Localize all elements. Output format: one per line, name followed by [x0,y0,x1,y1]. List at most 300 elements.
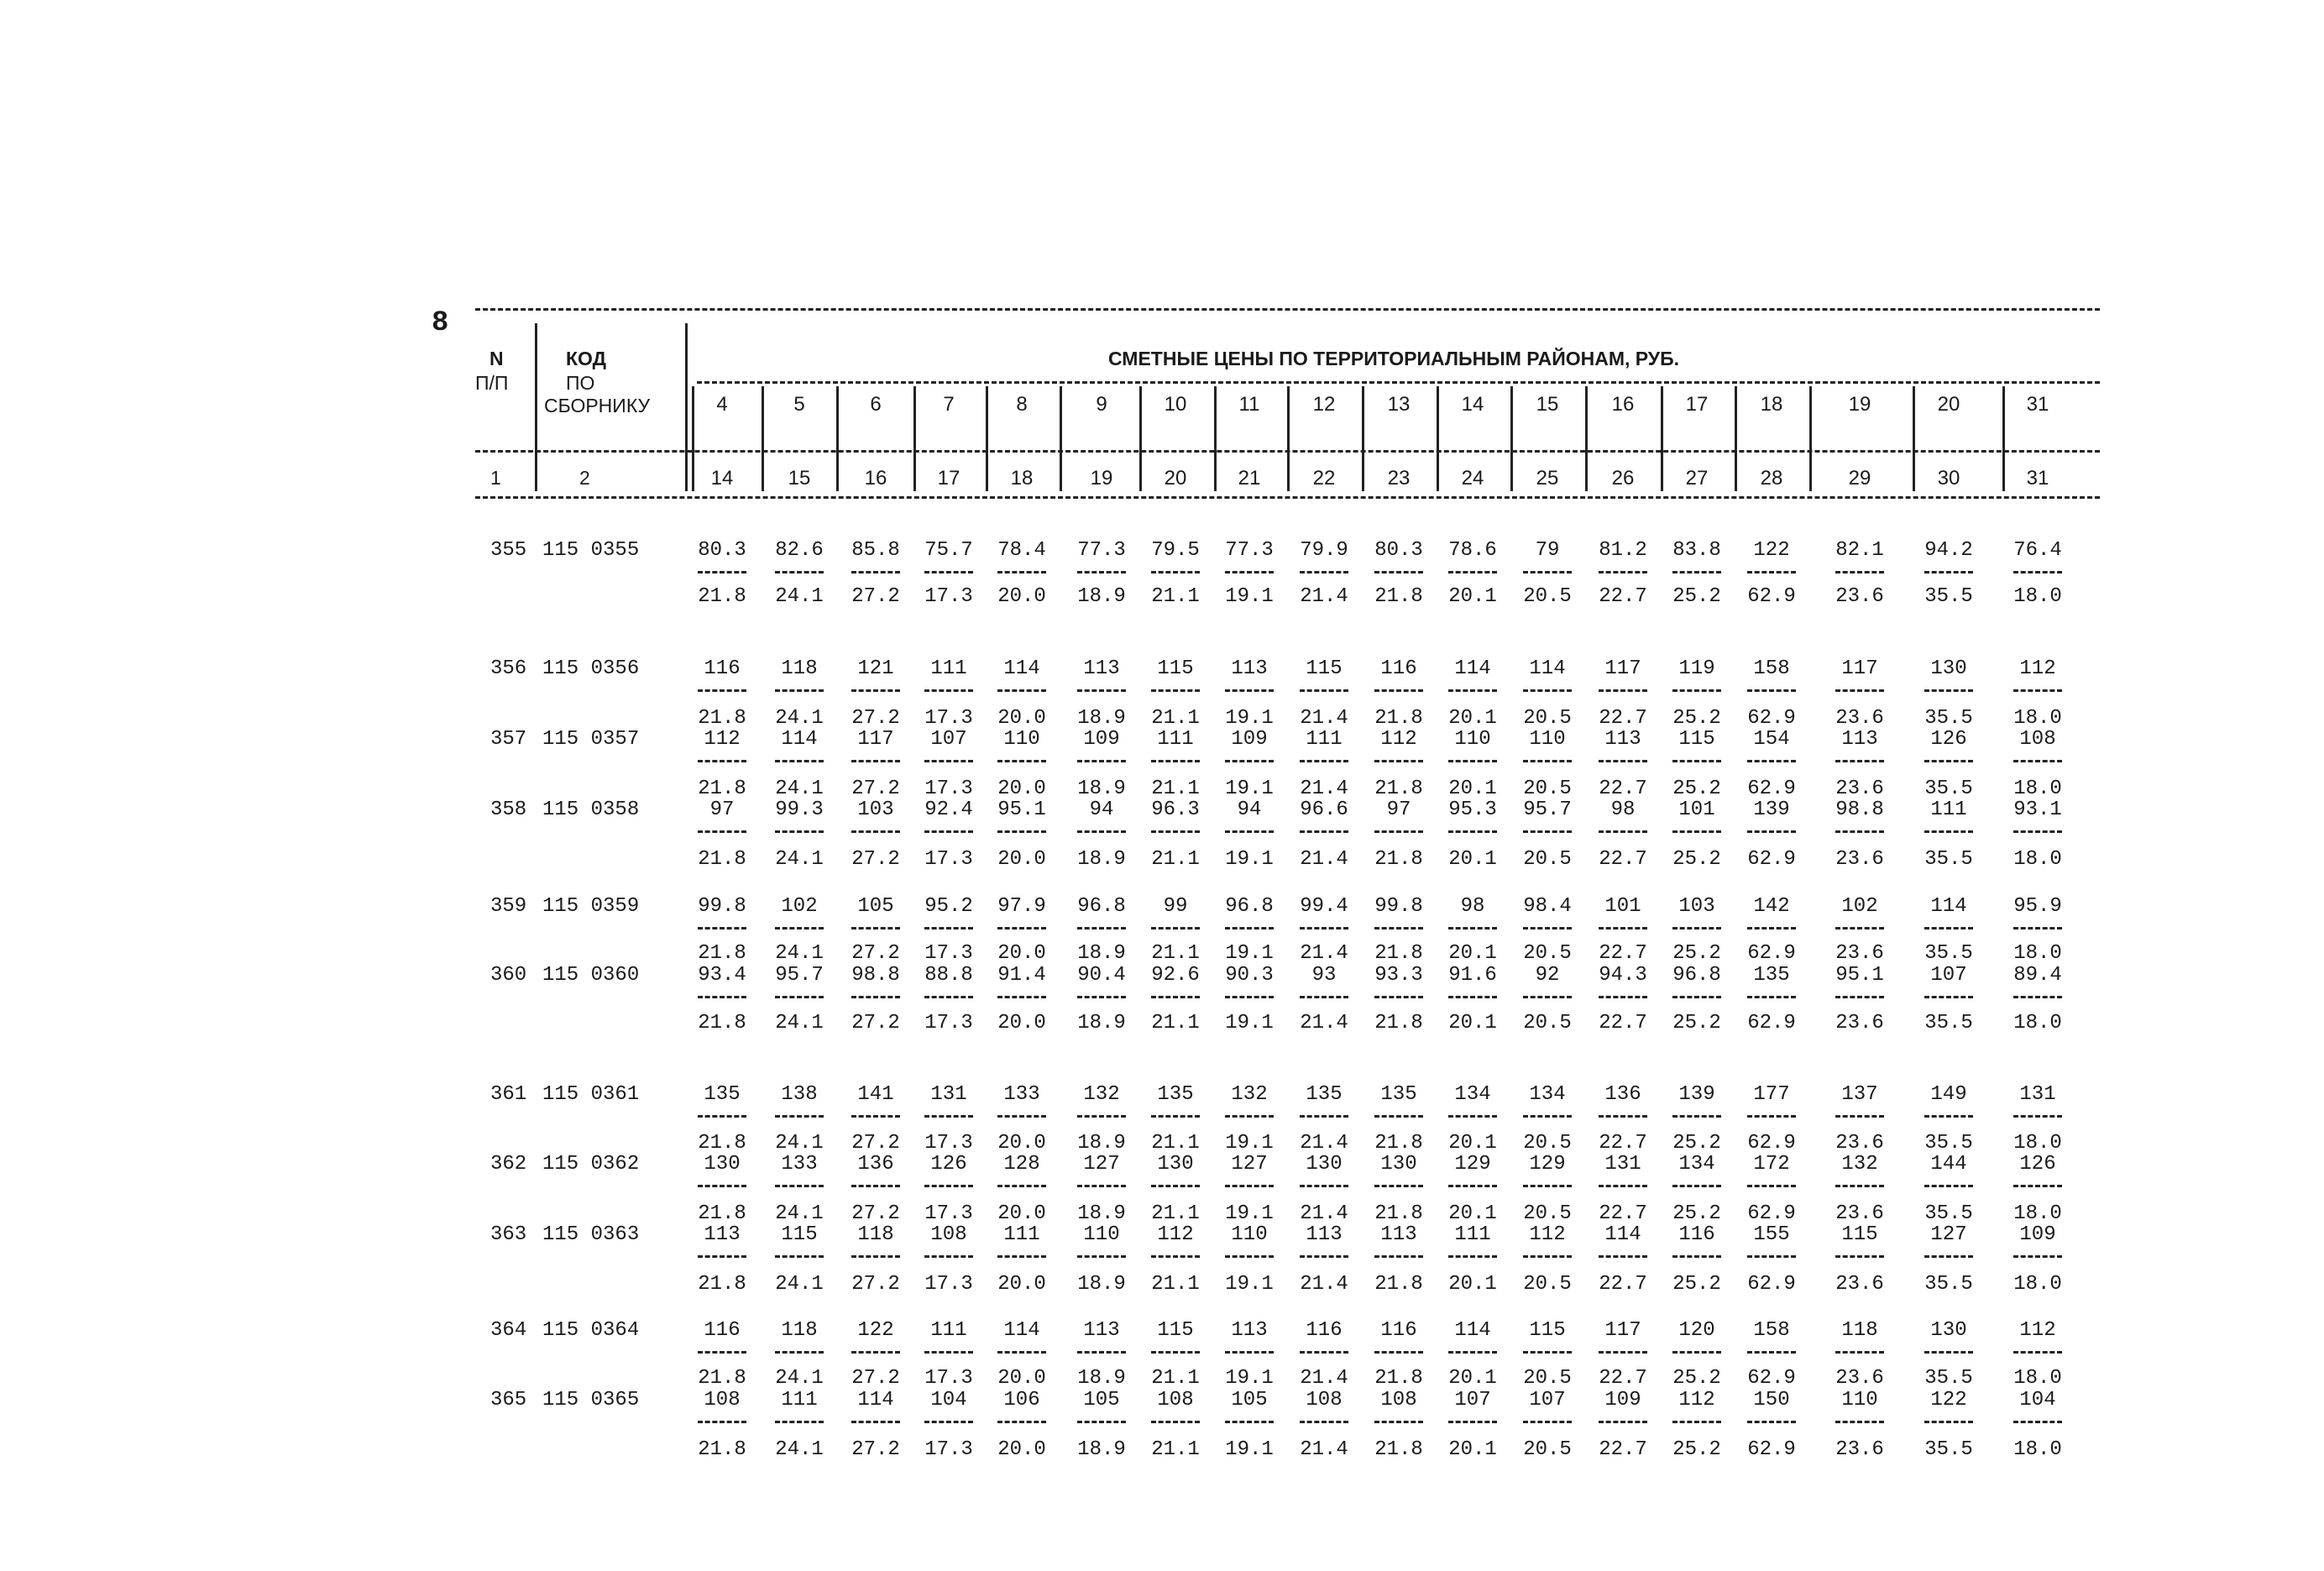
row-number: 360 [490,964,527,987]
price-per-unit-value: 21.4 [1300,1438,1348,1461]
fraction-line [1300,1351,1348,1354]
price-value: 96.3 [1151,799,1200,821]
fraction-line [851,1115,900,1118]
price-per-unit-value: 21.8 [698,1202,746,1225]
price-value: 130 [704,1153,741,1176]
row-number: 363 [490,1223,527,1246]
price-per-unit-value: 62.9 [1747,1012,1796,1034]
col-n-label-2: П/П [475,372,509,394]
price-per-unit-value: 62.9 [1747,848,1796,871]
price-value: 116 [704,1319,741,1342]
fraction-line [924,927,973,930]
price-per-unit-value: 25.2 [1672,1202,1721,1225]
price-value: 113 [1231,657,1268,680]
fraction-line [698,1185,746,1187]
price-value: 80.3 [1374,539,1423,562]
price-per-unit-value: 35.5 [1924,942,1973,965]
price-per-unit-value: 24.1 [775,848,824,871]
price-per-unit-value: 24.1 [775,707,824,730]
price-value: 108 [1380,1389,1417,1411]
price-value: 118 [781,1319,818,1342]
price-value: 79.5 [1151,539,1200,562]
row-number: 357 [490,728,527,751]
price-per-unit-value: 19.1 [1225,1367,1274,1390]
price-per-unit-value: 19.1 [1225,1132,1274,1155]
fraction-line [924,689,973,692]
row-number: 365 [490,1389,527,1411]
price-value: 118 [857,1223,894,1246]
page-mark: 8 [432,307,449,339]
price-value: 112 [1157,1223,1194,1246]
district-number: 16 [1611,393,1635,416]
price-per-unit-value: 22.7 [1599,1012,1647,1034]
price-value: 112 [1380,728,1417,751]
column-number: 25 [1536,467,1559,490]
price-value: 127 [1083,1153,1120,1176]
price-value: 79.9 [1300,539,1348,562]
fraction-line [1672,1351,1721,1354]
district-number: 10 [1164,393,1187,416]
price-value: 132 [1231,1083,1268,1106]
fraction-line [1747,689,1796,692]
price-value: 115 [1157,1319,1194,1342]
fraction-line [1599,571,1647,573]
fraction-line [1225,689,1274,692]
price-per-unit-value: 19.1 [1225,1202,1274,1225]
price-value: 99.8 [1374,895,1423,918]
price-value: 115 [1306,657,1343,680]
district-number: 6 [870,393,882,416]
price-per-unit-value: 18.9 [1077,848,1126,871]
price-per-unit-value: 25.2 [1672,778,1721,800]
fraction-line [2013,1185,2062,1187]
fraction-line [1747,1185,1796,1187]
price-per-unit-value: 18.0 [2013,1012,2062,1034]
price-per-unit-value: 23.6 [1835,1273,1884,1296]
row-number: 362 [490,1153,527,1176]
price-value: 117 [1604,657,1641,680]
price-per-unit-value: 18.9 [1077,778,1126,800]
price-value: 113 [1083,657,1120,680]
price-per-unit-value: 21.8 [698,1273,746,1296]
fraction-line [1151,1351,1200,1354]
fraction-line [1077,689,1126,692]
fraction-line [1151,571,1200,573]
price-per-unit-value: 24.1 [775,1367,824,1390]
price-per-unit-value: 17.3 [924,585,973,608]
price-value: 108 [1306,1389,1343,1411]
price-value: 103 [1678,895,1715,918]
fraction-line [1077,760,1126,762]
fraction-line [1300,1115,1348,1118]
row-code: 115 0362 [542,1153,640,1176]
district-number: 18 [1760,393,1783,416]
price-per-unit-value: 21.8 [698,1438,746,1461]
price-value: 108 [930,1223,967,1246]
price-per-unit-value: 21.4 [1300,1273,1348,1296]
fraction-line [1151,1185,1200,1187]
fraction-line [851,996,900,998]
price-value: 118 [1841,1319,1878,1342]
row-code: 115 0364 [542,1319,640,1342]
fraction-line [1672,996,1721,998]
fraction-line [1835,1115,1884,1118]
price-per-unit-value: 35.5 [1924,1202,1973,1225]
fraction-line [2013,760,2062,762]
fraction-line [775,689,824,692]
price-per-unit-value: 20.1 [1448,707,1497,730]
price-value: 115 [1157,657,1194,680]
header-column-divider [1735,386,1737,491]
fraction-line [1747,1255,1796,1258]
price-value: 112 [1529,1223,1566,1246]
fraction-line [1300,1185,1348,1187]
fraction-line [1599,1115,1647,1118]
price-value: 122 [1930,1389,1967,1411]
district-number: 15 [1536,393,1559,416]
fraction-line [1924,1351,1973,1354]
price-value: 111 [1157,728,1194,751]
column-number: 29 [1848,467,1871,490]
price-per-unit-value: 20.5 [1523,1438,1572,1461]
price-per-unit-value: 17.3 [924,1273,973,1296]
price-per-unit-value: 24.1 [775,1132,824,1155]
fraction-line [1599,1421,1647,1423]
price-per-unit-value: 23.6 [1835,1438,1884,1461]
price-value: 77.3 [1225,539,1274,562]
price-per-unit-value: 21.1 [1151,778,1200,800]
fraction-line [1374,689,1423,692]
price-per-unit-value: 35.5 [1924,1438,1973,1461]
price-value: 96.8 [1672,964,1721,987]
price-value: 154 [1753,728,1790,751]
fraction-line [775,760,824,762]
price-value: 158 [1753,657,1790,680]
price-per-unit-value: 27.2 [851,707,900,730]
price-per-unit-value: 19.1 [1225,942,1274,965]
fraction-line [1374,996,1423,998]
price-per-unit-value: 24.1 [775,1438,824,1461]
price-per-unit-value: 17.3 [924,1438,973,1461]
column-number: 31 [2026,467,2049,490]
fraction-line [1374,1185,1423,1187]
price-value: 131 [930,1083,967,1106]
price-value: 95.7 [775,964,824,987]
fraction-line [924,996,973,998]
fraction-line [1747,1351,1796,1354]
fraction-line [698,760,746,762]
price-value: 130 [1380,1153,1417,1176]
price-per-unit-value: 21.8 [698,585,746,608]
col-code-label-2: ПО [566,372,595,394]
price-value: 91.4 [997,964,1046,987]
price-value: 115 [781,1223,818,1246]
price-per-unit-value: 24.1 [775,585,824,608]
price-per-unit-value: 18.0 [2013,1202,2062,1225]
fraction-line [1374,1255,1423,1258]
fraction-line [1672,1255,1721,1258]
price-per-unit-value: 21.4 [1300,1132,1348,1155]
fraction-line [1448,1351,1497,1354]
fraction-line [2013,1255,2062,1258]
price-per-unit-value: 21.8 [1374,1132,1423,1155]
price-per-unit-value: 21.1 [1151,942,1200,965]
fraction-line [924,760,973,762]
price-value: 135 [1306,1083,1343,1106]
price-per-unit-value: 35.5 [1924,1012,1973,1034]
price-value: 139 [1753,799,1790,821]
fraction-line [851,1185,900,1187]
price-per-unit-value: 18.9 [1077,707,1126,730]
price-per-unit-value: 18.9 [1077,942,1126,965]
fraction-line [1924,689,1973,692]
price-per-unit-value: 21.1 [1151,1367,1200,1390]
fraction-line [1523,689,1572,692]
price-value: 135 [1380,1083,1417,1106]
price-value: 111 [1454,1223,1491,1246]
price-per-unit-value: 62.9 [1747,1367,1796,1390]
fraction-line [1077,1115,1126,1118]
price-per-unit-value: 35.5 [1924,585,1973,608]
fraction-line [1835,1185,1884,1187]
price-value: 92.6 [1151,964,1200,987]
fraction-line [1374,571,1423,573]
price-value: 110 [1003,728,1040,751]
price-per-unit-value: 17.3 [924,942,973,965]
price-value: 108 [704,1389,741,1411]
price-value: 135 [1157,1083,1194,1106]
fraction-line [924,1115,973,1118]
price-value: 113 [704,1223,741,1246]
price-per-unit-value: 27.2 [851,1012,900,1034]
row-number: 355 [490,539,527,562]
fraction-line [924,1255,973,1258]
fraction-line [1835,1255,1884,1258]
price-value: 78.4 [997,539,1046,562]
price-value: 90.3 [1225,964,1274,987]
price-value: 99.3 [775,799,824,821]
price-per-unit-value: 23.6 [1835,1132,1884,1155]
price-per-unit-value: 18.0 [2013,1367,2062,1390]
col-code-label: КОД [566,348,607,369]
price-value: 96.6 [1300,799,1348,821]
fraction-line [851,830,900,833]
price-per-unit-value: 20.0 [997,707,1046,730]
price-per-unit-value: 22.7 [1599,707,1647,730]
price-value: 92.4 [924,799,973,821]
price-per-unit-value: 25.2 [1672,1132,1721,1155]
fraction-line [1448,830,1497,833]
col-n-label: N [489,348,504,369]
price-value: 142 [1753,895,1790,918]
fraction-line [1077,1255,1126,1258]
fraction-line [1374,760,1423,762]
fraction-line [775,830,824,833]
fraction-line [1747,996,1796,998]
price-per-unit-value: 20.0 [997,1438,1046,1461]
fraction-line [1151,996,1200,998]
price-per-unit-value: 20.0 [997,942,1046,965]
price-value: 112 [704,728,741,751]
column-number: 22 [1312,467,1336,490]
fraction-line [2013,1421,2062,1423]
fraction-line [997,1255,1046,1258]
price-value: 113 [1083,1319,1120,1342]
fraction-line [1151,927,1200,930]
price-per-unit-value: 20.1 [1448,778,1497,800]
row-code: 115 0357 [542,728,640,751]
fraction-line [1924,830,1973,833]
price-value: 111 [930,657,967,680]
price-per-unit-value: 25.2 [1672,1367,1721,1390]
row-code: 115 0356 [542,657,640,680]
fraction-line [1747,927,1796,930]
fraction-line [1225,996,1274,998]
fraction-line [1151,689,1200,692]
fraction-line [924,1185,973,1187]
price-per-unit-value: 18.9 [1077,1202,1126,1225]
price-value: 114 [1604,1223,1641,1246]
price-per-unit-value: 19.1 [1225,848,1274,871]
fraction-line [1924,1185,1973,1187]
fraction-line [1747,760,1796,762]
price-value: 75.7 [924,539,973,562]
fraction-line [1672,830,1721,833]
fraction-line [1523,1115,1572,1118]
price-per-unit-value: 20.5 [1523,1273,1572,1296]
price-value: 99.4 [1300,895,1348,918]
price-value: 94.3 [1599,964,1647,987]
price-per-unit-value: 21.8 [698,942,746,965]
price-value: 113 [1380,1223,1417,1246]
district-number: 7 [943,393,955,416]
fraction-line [1924,760,1973,762]
fraction-line [1672,927,1721,930]
price-per-unit-value: 20.0 [997,1202,1046,1225]
fraction-line [775,1351,824,1354]
fraction-line [698,689,746,692]
fraction-line [851,571,900,573]
price-per-unit-value: 25.2 [1672,585,1721,608]
fraction-line [1448,1421,1497,1423]
fraction-line [1747,830,1796,833]
price-value: 77.3 [1077,539,1126,562]
price-value: 133 [781,1153,818,1176]
fraction-line [851,1421,900,1423]
fraction-line [924,830,973,833]
price-per-unit-value: 21.8 [1374,1012,1423,1034]
row-code: 115 0355 [542,539,640,562]
price-per-unit-value: 35.5 [1924,1132,1973,1155]
district-number: 8 [1016,393,1028,416]
header-column-divider [1510,386,1513,491]
price-per-unit-value: 22.7 [1599,1438,1647,1461]
price-value: 96.8 [1077,895,1126,918]
fraction-line [1599,830,1647,833]
price-per-unit-value: 17.3 [924,848,973,871]
header-column-divider [1287,386,1290,491]
row-code: 115 0365 [542,1389,640,1411]
fraction-line [1448,1115,1497,1118]
fraction-line [698,1255,746,1258]
fraction-line [851,927,900,930]
price-per-unit-value: 20.1 [1448,848,1497,871]
price-value: 93 [1311,964,1337,987]
fraction-line [1448,1255,1497,1258]
price-value: 116 [704,657,741,680]
price-per-unit-value: 22.7 [1599,942,1647,965]
fraction-line [698,830,746,833]
column-number: 27 [1685,467,1709,490]
price-per-unit-value: 18.9 [1077,1438,1126,1461]
fraction-line [1747,1421,1796,1423]
fraction-line [851,760,900,762]
price-value: 136 [1604,1083,1641,1106]
fraction-line [1924,1421,1973,1423]
fraction-line [1300,760,1348,762]
price-value: 122 [857,1319,894,1342]
price-per-unit-value: 27.2 [851,1273,900,1296]
price-per-unit-value: 19.1 [1225,1438,1274,1461]
price-value: 106 [1003,1389,1040,1411]
header-divider-code [685,323,688,491]
fraction-line [1523,1421,1572,1423]
price-per-unit-value: 20.1 [1448,1367,1497,1390]
header-column-divider [836,386,839,491]
price-value: 130 [1930,1319,1967,1342]
price-per-unit-value: 62.9 [1747,778,1796,800]
price-per-unit-value: 18.0 [2013,848,2062,871]
fraction-line [1448,927,1497,930]
price-per-unit-value: 20.5 [1523,1132,1572,1155]
price-per-unit-value: 24.1 [775,1202,824,1225]
price-value: 118 [781,657,818,680]
price-value: 78.6 [1448,539,1497,562]
column-number: 16 [864,467,887,490]
fraction-line [775,1255,824,1258]
fraction-line [698,927,746,930]
price-value: 134 [1678,1153,1715,1176]
fraction-line [1835,830,1884,833]
price-value: 92 [1535,964,1560,987]
fraction-line [1924,571,1973,573]
price-per-unit-value: 23.6 [1835,585,1884,608]
fraction-line [775,1185,824,1187]
fraction-line [775,996,824,998]
price-per-unit-value: 20.1 [1448,942,1497,965]
price-per-unit-value: 18.0 [2013,1273,2062,1296]
price-per-unit-value: 22.7 [1599,1273,1647,1296]
fraction-line [997,1185,1046,1187]
price-per-unit-value: 27.2 [851,1438,900,1461]
fraction-line [1672,760,1721,762]
price-value: 144 [1930,1153,1967,1176]
price-per-unit-value: 17.3 [924,1367,973,1390]
price-per-unit-value: 24.1 [775,942,824,965]
fraction-line [1924,1255,1973,1258]
price-value: 107 [930,728,967,751]
price-per-unit-value: 18.9 [1077,1273,1126,1296]
price-per-unit-value: 21.1 [1151,1438,1200,1461]
price-per-unit-value: 22.7 [1599,1132,1647,1155]
price-value: 119 [1678,657,1715,680]
price-value: 122 [1753,539,1790,562]
price-per-unit-value: 19.1 [1225,778,1274,800]
price-value: 109 [1604,1389,1641,1411]
price-value: 93.3 [1374,964,1423,987]
price-per-unit-value: 27.2 [851,848,900,871]
price-per-unit-value: 21.8 [1374,1367,1423,1390]
